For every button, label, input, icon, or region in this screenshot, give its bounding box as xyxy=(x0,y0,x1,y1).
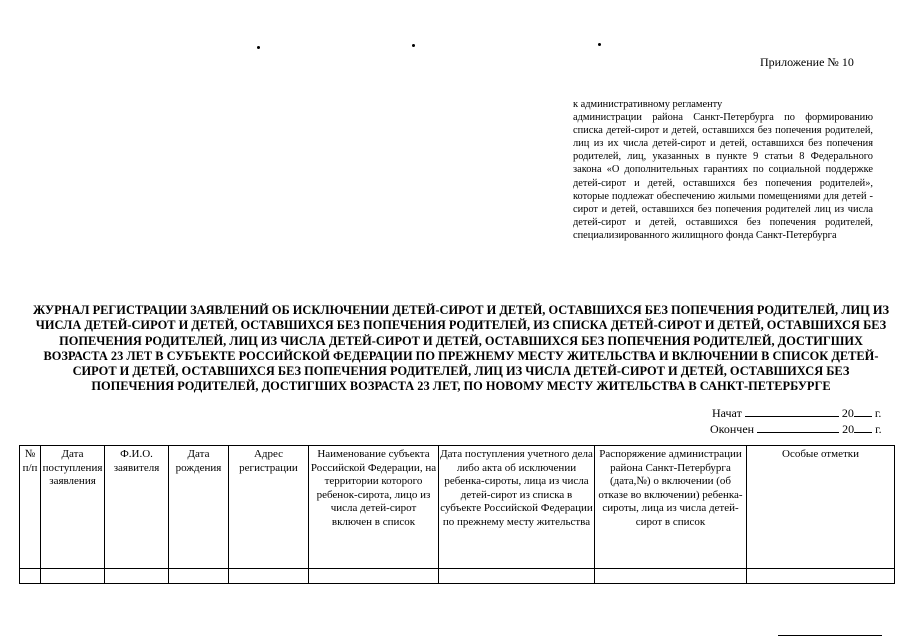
col-header-case-receipt-date: Дата поступления учетного дела либо акта об исключении ребенка-сироты, лица из числа детей-сирот из списка в субъекте Российской Федерации по прежнему месту жительства xyxy=(439,446,595,569)
table-cell xyxy=(309,569,439,584)
ended-label: Окончен xyxy=(710,422,755,436)
started-year-suffix: г. xyxy=(874,406,882,420)
col-header-federal-subject: Наименование субъекта Российской Федерации, на территории которого ребенок-сирота, лицо из числа детей-сирот включен в список xyxy=(309,446,439,569)
table-cell xyxy=(41,569,105,584)
started-blank xyxy=(745,405,839,417)
col-header-registration-address: Адрес регистрации xyxy=(229,446,309,569)
ended-year-blank xyxy=(854,421,872,433)
table-header-row xyxy=(20,446,895,569)
table-row xyxy=(20,569,895,584)
col-header-application-date: Дата поступления заявления xyxy=(41,446,105,569)
ended-blank xyxy=(757,421,839,433)
table-cell xyxy=(20,569,41,584)
col-header-special-notes: Особые отметки xyxy=(747,446,895,569)
started-label: Начат xyxy=(712,406,742,420)
table-cell xyxy=(747,569,895,584)
regulation-line: к административному регламенту xyxy=(573,99,723,110)
scan-dot xyxy=(598,43,601,46)
regulation-line: администрации района Санкт-Петербурга по формированию списка детей-сирот и детей, оставшихся без попечения родителей, лиц из их числа детей-сирот и детей, оставшихся без попечения родителей, лиц, указанных в пункте 9 статьи 8 Федерального закона «О дополнительных гарантиях по социальной поддержке детей-сирот и детей, оставшихся без попечения родителей», которые подлежат обеспечению жилыми помещениями для детей - сирот и детей, оставшихся без попечения родителей лиц из числа детей-сирот и детей, оставшихся без попечения родителей, специализированного жилищного фонда Санкт-Петербурга xyxy=(573,112,873,241)
table-cell xyxy=(105,569,169,584)
ended-year-prefix: 20 xyxy=(842,422,855,436)
col-header-applicant-name: Ф.И.О. заявителя xyxy=(105,446,169,569)
table-cell xyxy=(169,569,229,584)
scan-dot xyxy=(257,46,260,49)
regulation-reference xyxy=(573,98,873,242)
corner-line xyxy=(778,635,882,636)
registration-table xyxy=(19,445,894,584)
col-header-number: № п/п xyxy=(20,446,41,569)
table-cell xyxy=(229,569,309,584)
journal-title: ЖУРНАЛ РЕГИСТРАЦИИ ЗАЯВЛЕНИЙ ОБ ИСКЛЮЧЕНИИ ДЕТЕЙ-СИРОТ И ДЕТЕЙ, ОСТАВШИХСЯ БЕЗ ПОПЕЧЕНИЯ РОДИТЕЛЕЙ, ЛИЦ ИЗ ЧИСЛА ДЕТЕЙ-СИРОТ И ДЕТЕЙ, ОСТАВШИХСЯ БЕЗ ПОПЕЧЕНИЯ РОДИТЕЛЕЙ, ИЗ СПИСКА ДЕТЕЙ-СИРОТ И ДЕТЕЙ, ОСТАВШИХСЯ БЕЗ ПОПЕЧЕНИЯ РОДИТЕЛЕЙ, ЛИЦ ИЗ ЧИСЛА ДЕТЕЙ-СИРОТ И ДЕТЕЙ, ОСТАВШИХСЯ БЕЗ ПОПЕЧЕНИЯ РОДИТЕЛЕЙ, ДОСТИГШИХ ВОЗРАСТА 23 ЛЕТ В СУБЪЕКТЕ РОССИЙСКОЙ ФЕДЕРАЦИИ ПО ПРЕЖНЕМУ МЕСТУ ЖИТЕЛЬСТВА И ВКЛЮЧЕНИИ В СПИСОК ДЕТЕЙ-СИРОТ И ДЕТЕЙ, ОСТАВШИХСЯ БЕЗ ПОПЕЧЕНИЯ РОДИТЕЛЕЙ, ЛИЦ ИЗ ЧИСЛА ДЕТЕЙ-СИРОТ И ДЕТЕЙ, ОСТАВШИХСЯ БЕЗ ПОПЕЧЕНИЯ РОДИТЕЛЕЙ, ДОСТИГШИХ ВОЗРАСТА 23 ЛЕТ, ПО НОВОМУ МЕСТУ ЖИТЕЛЬСТВА В САНКТ-ПЕТЕРБУРГЕ xyxy=(32,303,890,394)
started-row xyxy=(712,405,881,421)
col-header-birth-date: Дата рождения xyxy=(169,446,229,569)
ended-row xyxy=(710,421,882,437)
scan-dot xyxy=(412,44,415,47)
table-cell xyxy=(439,569,595,584)
table-cell xyxy=(595,569,747,584)
col-header-district-order: Распоряжение администрации района Санкт-Петербурга (дата,№) о включении (об отказе во включении) ребенка-сироты, лица из числа детей-сирот в список xyxy=(595,446,747,569)
started-year-blank xyxy=(854,405,872,417)
appendix-label: Приложение № 10 xyxy=(760,55,854,69)
started-year-prefix: 20 xyxy=(841,406,854,420)
ended-year-suffix: г. xyxy=(875,422,882,436)
